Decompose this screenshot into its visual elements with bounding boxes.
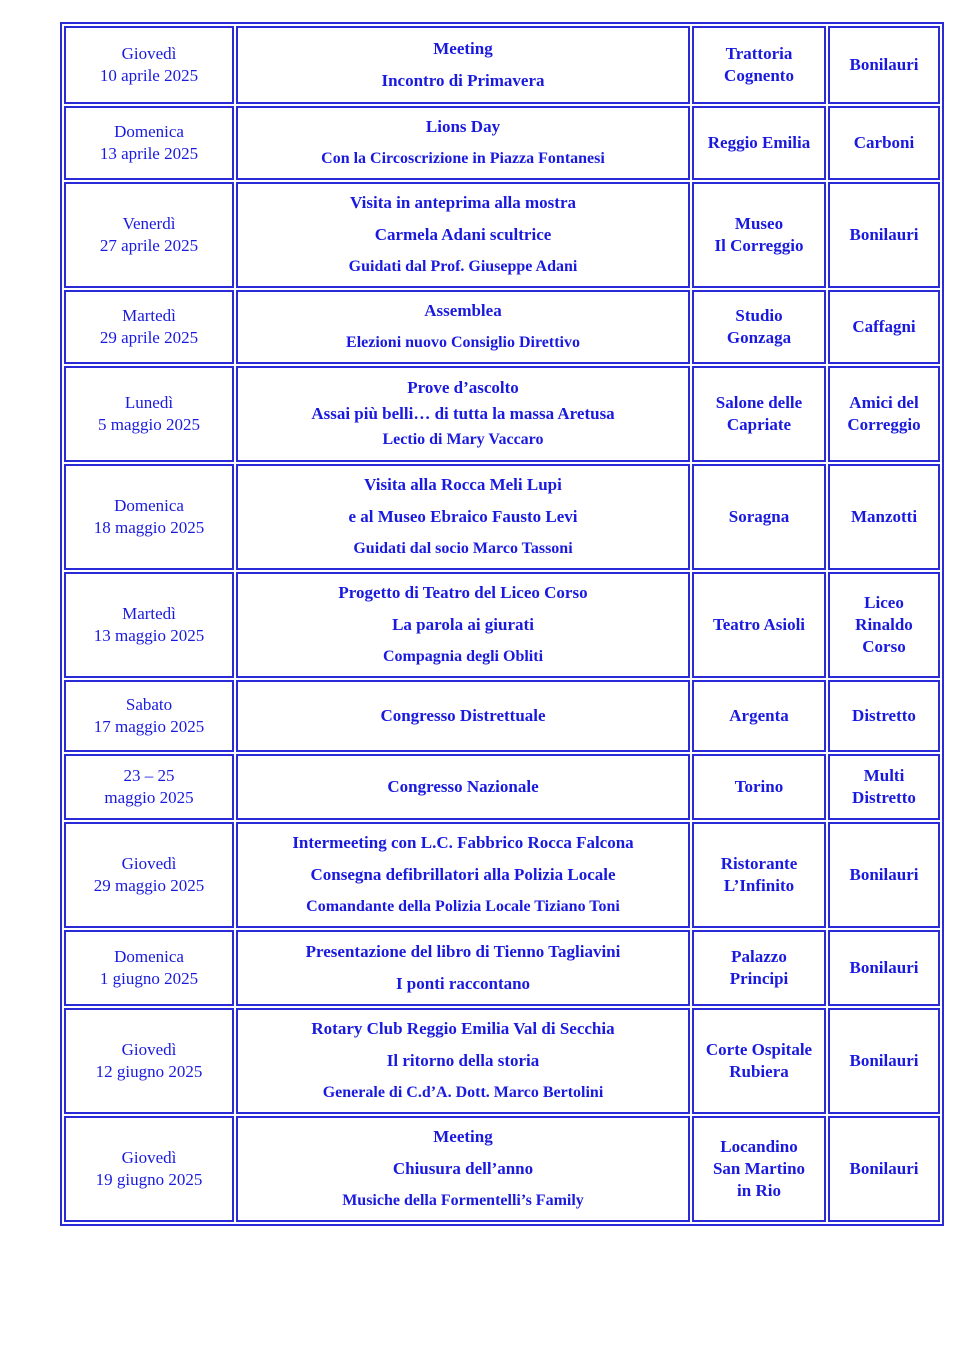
event-description-line: Incontro di Primavera — [381, 71, 545, 90]
event-organizer-line: Bonilauri — [849, 958, 919, 977]
event-organizer-line: Bonilauri — [849, 225, 919, 244]
event-location-line: Reggio Emilia — [707, 133, 811, 152]
event-organizer-line: Distretto — [852, 706, 916, 725]
event-date-line: Giovedì — [121, 854, 177, 873]
event-description-line: Compagnia degli Obliti — [382, 648, 544, 665]
event-date — [64, 680, 234, 752]
event-row — [64, 290, 940, 364]
event-location — [692, 754, 826, 820]
event-date-line: 12 giugno 2025 — [95, 1062, 203, 1081]
event-description-line: Intermeeting con L.C. Fabbrico Rocca Falcona — [292, 833, 634, 852]
event-row — [64, 464, 940, 570]
event-description — [236, 754, 690, 820]
event-date-line: 18 maggio 2025 — [93, 518, 205, 537]
event-description-line: Rotary Club Reggio Emilia Val di Secchia — [311, 1019, 615, 1038]
event-location-line: San Martino — [712, 1159, 806, 1178]
event-date-line: Giovedì — [121, 1040, 177, 1059]
event-date-line: Martedì — [122, 306, 176, 325]
event-description-line: Meeting — [433, 39, 493, 58]
event-location — [692, 822, 826, 928]
event-description-line: I ponti raccontano — [395, 974, 531, 993]
event-organizer — [828, 754, 940, 820]
event-organizer-line: Bonilauri — [849, 55, 919, 74]
event-description — [236, 366, 690, 462]
event-description-line: Presentazione del libro di Tienno Tagliavini — [305, 942, 621, 961]
event-organizer-line: Manzotti — [850, 507, 918, 526]
event-date-line: 29 aprile 2025 — [99, 328, 199, 347]
event-date-line: 13 aprile 2025 — [99, 144, 199, 163]
event-date — [64, 182, 234, 288]
event-row — [64, 572, 940, 678]
event-description — [236, 680, 690, 752]
event-date-line: Domenica — [114, 947, 184, 966]
event-location-line: Salone delle — [715, 393, 803, 412]
event-date-line: Lunedì — [124, 393, 174, 412]
event-date-line: 1 giugno 2025 — [99, 969, 199, 988]
event-date-line: 10 aprile 2025 — [99, 66, 199, 85]
event-location — [692, 1008, 826, 1114]
event-organizer — [828, 366, 940, 462]
event-organizer — [828, 822, 940, 928]
event-organizer-line: Caffagni — [852, 317, 916, 336]
event-location-line: Rubiera — [729, 1062, 789, 1081]
event-organizer — [828, 1008, 940, 1114]
event-organizer-line: Carboni — [853, 133, 915, 152]
event-date — [64, 464, 234, 570]
event-location-line: Ristorante — [720, 854, 798, 873]
event-location — [692, 290, 826, 364]
event-date — [64, 26, 234, 104]
event-location-line: Principi — [729, 969, 789, 988]
event-date — [64, 366, 234, 462]
event-date-line: Giovedì — [121, 1148, 177, 1167]
event-date-line: 17 maggio 2025 — [93, 717, 205, 736]
event-description-line: Progetto di Teatro del Liceo Corso — [338, 583, 588, 602]
event-date-line: Domenica — [114, 496, 184, 515]
event-row — [64, 1116, 940, 1222]
event-organizer-line: Bonilauri — [849, 865, 919, 884]
event-description-line: Guidati dal socio Marco Tassoni — [353, 540, 573, 557]
event-description-line: Comandante della Polizia Locale Tiziano Toni — [306, 898, 620, 915]
event-location-line: Soragna — [728, 507, 790, 526]
event-organizer-line: Multi — [863, 766, 905, 785]
event-location-line: Trattoria — [725, 44, 793, 63]
event-description-line: Guidati dal Prof. Giuseppe Adani — [348, 258, 578, 275]
event-description-line: Congresso Nazionale — [387, 777, 539, 796]
event-organizer-line: Rinaldo — [855, 615, 913, 634]
event-date-line: 29 maggio 2025 — [93, 876, 205, 895]
event-row — [64, 754, 940, 820]
event-description-line: Meeting — [433, 1127, 493, 1146]
event-description-line: Congresso Distrettuale — [380, 706, 546, 725]
event-location-line: Gonzaga — [726, 328, 792, 347]
event-location — [692, 106, 826, 180]
event-location-line: Argenta — [729, 706, 789, 725]
event-description-line: Carmela Adani scultrice — [374, 225, 552, 244]
event-date-line: 13 maggio 2025 — [93, 626, 205, 645]
event-location — [692, 464, 826, 570]
event-date-line: 19 giugno 2025 — [95, 1170, 203, 1189]
event-location-line: Cognento — [724, 66, 794, 85]
event-description-line: Prove d’ascolto — [407, 378, 519, 397]
event-date-line: maggio 2025 — [104, 788, 194, 807]
event-location — [692, 1116, 826, 1222]
event-location-line: Studio — [735, 306, 783, 325]
event-organizer — [828, 464, 940, 570]
event-date — [64, 572, 234, 678]
event-location-line: Teatro Asioli — [712, 615, 806, 634]
event-description — [236, 1116, 690, 1222]
event-date — [64, 106, 234, 180]
event-description — [236, 572, 690, 678]
event-location-line: Capriate — [726, 415, 792, 434]
event-date — [64, 290, 234, 364]
event-location-line: Palazzo — [731, 947, 787, 966]
event-description-line: Visita alla Rocca Meli Lupi — [364, 475, 562, 494]
event-row — [64, 106, 940, 180]
event-date-line: Sabato — [125, 695, 173, 714]
event-description — [236, 26, 690, 104]
event-location-line: Torino — [734, 777, 784, 796]
event-location — [692, 182, 826, 288]
event-organizer — [828, 290, 940, 364]
event-description-line: Assemblea — [424, 301, 502, 320]
event-location — [692, 26, 826, 104]
event-description — [236, 1008, 690, 1114]
event-organizer — [828, 680, 940, 752]
event-row — [64, 26, 940, 104]
event-organizer — [828, 572, 940, 678]
events-program — [60, 22, 940, 1226]
event-description — [236, 106, 690, 180]
event-description-line: Generale di C.d’A. Dott. Marco Bertolini — [322, 1084, 604, 1101]
event-description — [236, 464, 690, 570]
event-location-line: Corte Ospitale — [705, 1040, 813, 1059]
event-description-line: Lions Day — [425, 117, 501, 136]
event-location-line: in Rio — [737, 1181, 781, 1200]
event-date-line: 23 – 25 — [123, 766, 175, 785]
event-date-line: Domenica — [114, 122, 184, 141]
event-description-line: La parola ai giurati — [392, 615, 534, 634]
event-location — [692, 930, 826, 1006]
event-date-line: Venerdì — [122, 214, 176, 233]
event-location — [692, 366, 826, 462]
event-row — [64, 680, 940, 752]
event-description — [236, 822, 690, 928]
event-description-line: Assai più belli… di tutta la massa Aretusa — [311, 404, 615, 423]
event-date-line: Giovedì — [121, 44, 177, 63]
event-location — [692, 572, 826, 678]
event-location-line: Locandino — [720, 1137, 798, 1156]
event-location-line: Il Correggio — [714, 236, 804, 255]
event-date — [64, 930, 234, 1006]
event-description — [236, 290, 690, 364]
event-organizer-line: Distretto — [852, 788, 916, 807]
event-description-line: Elezioni nuovo Consiglio Direttivo — [346, 334, 580, 351]
event-description — [236, 182, 690, 288]
event-organizer — [828, 26, 940, 104]
event-description — [236, 930, 690, 1006]
event-date — [64, 1008, 234, 1114]
event-location — [692, 680, 826, 752]
events-table — [60, 22, 944, 1226]
event-row — [64, 1008, 940, 1114]
event-description-line: e al Museo Ebraico Fausto Levi — [348, 507, 578, 526]
event-description-line: Chiusura dell’anno — [392, 1159, 534, 1178]
event-row — [64, 822, 940, 928]
event-date — [64, 1116, 234, 1222]
event-organizer-line: Amici del — [849, 393, 919, 412]
event-description-line: Il ritorno della storia — [386, 1051, 540, 1070]
event-organizer-line: Correggio — [847, 415, 921, 434]
event-date — [64, 754, 234, 820]
event-row — [64, 930, 940, 1006]
event-organizer — [828, 182, 940, 288]
event-organizer — [828, 1116, 940, 1222]
event-location-line: L’Infinito — [723, 876, 795, 895]
event-location-line: Museo — [734, 214, 784, 233]
event-organizer — [828, 930, 940, 1006]
event-description-line: Musiche della Formentelli’s Family — [342, 1192, 584, 1209]
event-date-line: Martedì — [122, 604, 176, 623]
event-description-line: Lectio di Mary Vaccaro — [382, 431, 544, 448]
event-description-line: Consegna defibrillatori alla Polizia Locale — [310, 865, 616, 884]
event-description-line: Visita in anteprima alla mostra — [349, 193, 577, 212]
event-date — [64, 822, 234, 928]
event-row — [64, 366, 940, 462]
event-organizer-line: Liceo — [864, 593, 904, 612]
event-date-line: 5 maggio 2025 — [98, 415, 200, 434]
event-date-line: 27 aprile 2025 — [99, 236, 199, 255]
event-organizer-line: Corso — [862, 637, 906, 656]
event-organizer-line: Bonilauri — [849, 1159, 919, 1178]
event-organizer-line: Bonilauri — [849, 1051, 919, 1070]
events-table-body — [64, 26, 940, 1222]
event-description-line: Con la Circoscrizione in Piazza Fontanesi — [321, 150, 605, 167]
event-row — [64, 182, 940, 288]
event-organizer — [828, 106, 940, 180]
